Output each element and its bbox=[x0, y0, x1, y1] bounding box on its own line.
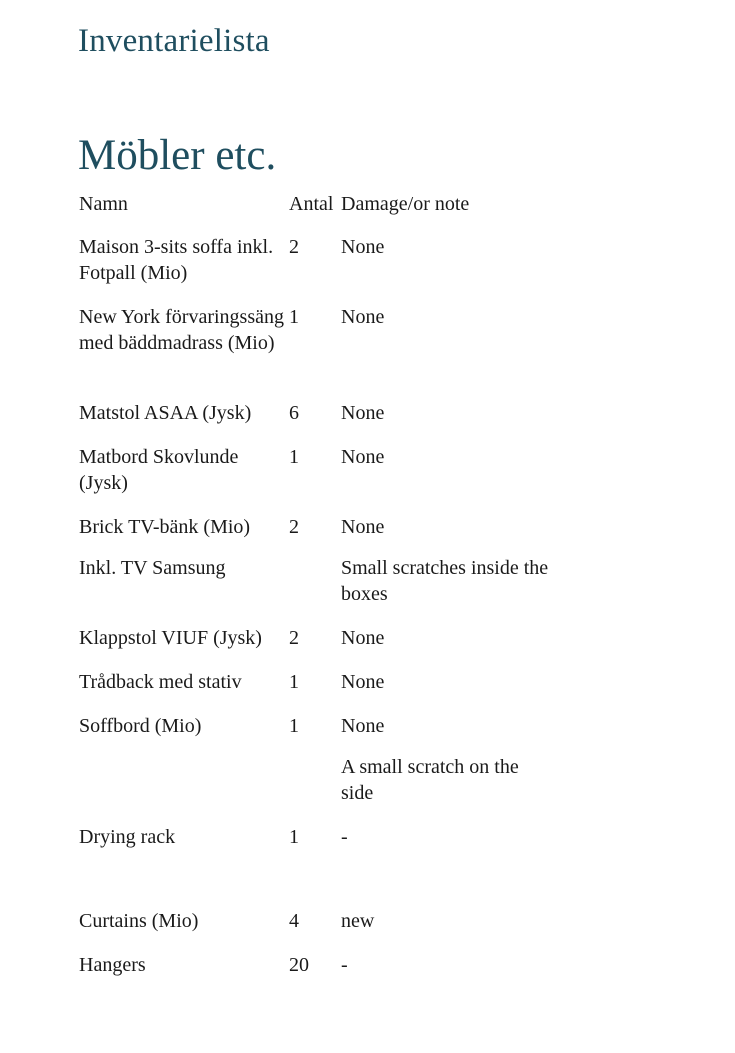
row-note: None bbox=[341, 516, 385, 538]
table-row bbox=[79, 400, 559, 444]
row-name: Matbord Skovlunde (Jysk) bbox=[79, 446, 239, 494]
table-row bbox=[79, 754, 559, 824]
row-note: None bbox=[341, 671, 385, 693]
row-name: Soffbord (Mio) bbox=[79, 715, 202, 737]
row-name: Inkl. TV Samsung bbox=[79, 557, 226, 579]
row-note: None bbox=[341, 715, 385, 737]
row-note: None bbox=[341, 627, 385, 649]
row-note: None bbox=[341, 446, 385, 468]
table-row bbox=[79, 713, 559, 754]
table-row bbox=[79, 514, 559, 555]
row-note: Small scratches inside the boxes bbox=[341, 557, 549, 605]
row-note: None bbox=[341, 236, 385, 258]
row-qty: 1 bbox=[289, 671, 299, 693]
row-qty: 2 bbox=[289, 627, 299, 649]
row-qty: 6 bbox=[289, 402, 299, 424]
table-row bbox=[79, 304, 559, 400]
section-heading: Möbler etc. bbox=[78, 132, 277, 179]
row-qty: 2 bbox=[289, 236, 299, 258]
table-row bbox=[79, 555, 559, 625]
row-note: new bbox=[341, 910, 375, 932]
row-name: Drying rack bbox=[79, 826, 176, 848]
row-name: Trådback med stativ bbox=[79, 671, 242, 693]
row-name: Matstol ASAA (Jysk) bbox=[79, 402, 252, 424]
row-qty: 1 bbox=[289, 715, 299, 737]
row-note: - bbox=[341, 826, 348, 848]
document-title: Inventarielista bbox=[78, 23, 270, 59]
row-name: Maison 3-sits soffa inkl. Fotpall (Mio) bbox=[79, 236, 274, 284]
row-name: Brick TV-bänk (Mio) bbox=[79, 516, 251, 538]
row-qty: 4 bbox=[289, 910, 299, 932]
row-qty: 1 bbox=[289, 826, 299, 848]
inventory-table bbox=[79, 191, 559, 996]
row-qty: 1 bbox=[289, 446, 299, 468]
table-row bbox=[79, 669, 559, 713]
table-row bbox=[79, 952, 559, 996]
table-row bbox=[79, 625, 559, 669]
table-header-row bbox=[79, 191, 559, 234]
row-note: None bbox=[341, 306, 385, 328]
table-row bbox=[79, 824, 559, 908]
row-qty: 20 bbox=[289, 954, 309, 976]
row-name: New York förvaringssäng med bäddmadrass (Mio) bbox=[79, 306, 284, 354]
table-row bbox=[79, 234, 559, 304]
row-note: A small scratch on the side bbox=[341, 756, 519, 804]
row-name: Klappstol VIUF (Jysk) bbox=[79, 627, 262, 649]
row-note: - bbox=[341, 954, 348, 976]
table-row bbox=[79, 444, 559, 514]
row-name: Curtains (Mio) bbox=[79, 910, 199, 932]
table-row bbox=[79, 908, 559, 952]
header-qty: Antal bbox=[289, 193, 334, 215]
row-name: Hangers bbox=[79, 954, 146, 976]
header-note: Damage/or note bbox=[341, 193, 470, 215]
row-qty: 1 bbox=[289, 306, 299, 328]
header-name: Namn bbox=[79, 193, 128, 215]
row-qty: 2 bbox=[289, 516, 299, 538]
row-note: None bbox=[341, 402, 385, 424]
